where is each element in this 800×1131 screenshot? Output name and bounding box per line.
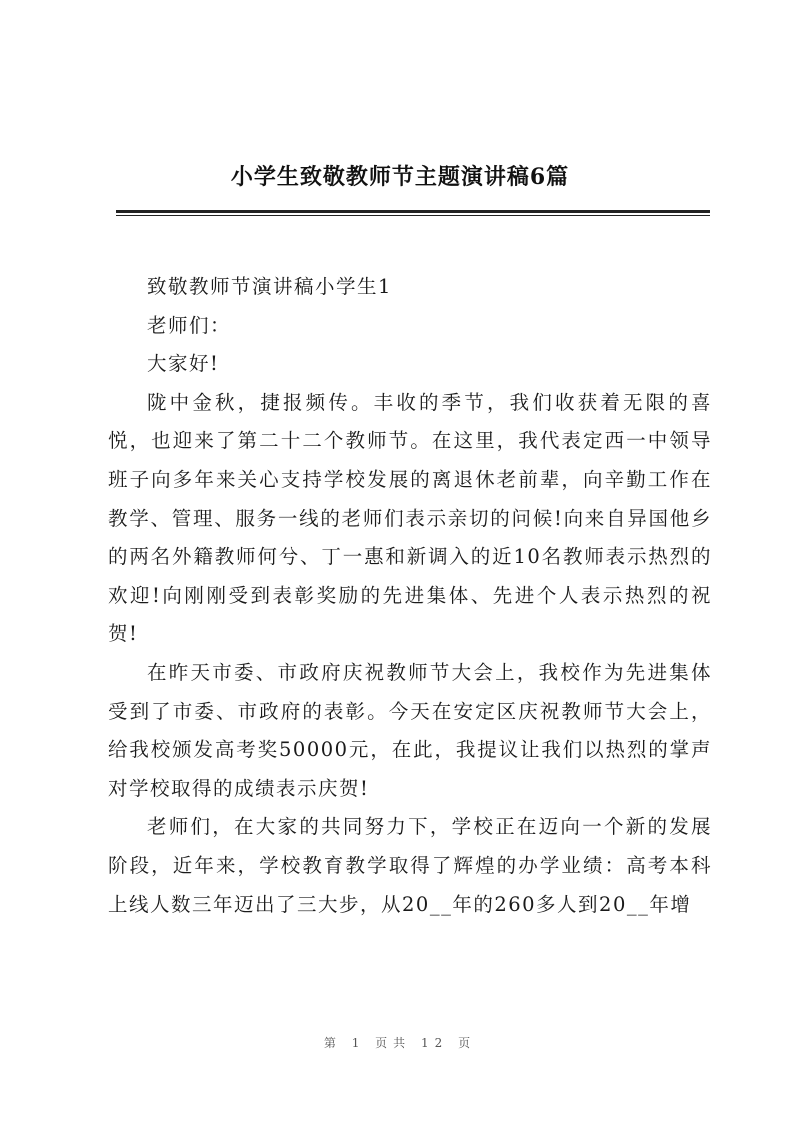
title-divider-thin [116,215,710,216]
paragraph-salutation: 老师们： [147,313,232,337]
paragraph-body: 老师们，在大家的共同努力下，学校正在迈向一个新的发展阶段，近年来，学校教育教学取得了辉煌的办学业绩：高考本科上线人数三年迈出了三大步，从20__年的260多人到20__年增 [108,815,712,916]
paragraph-body: 在昨天市委、市政府庆祝教师节大会上，我校作为先进集体受到了市委、市政府的表彰。今天在安定区庆祝教师节大会上，给我校颁发高考奖50000元，在此，我提议让我们以热烈的掌声对学校取得的成绩表示庆贺! [108,660,712,800]
page-number-footer: 第 1 页共 12 页 [323,1036,477,1050]
paragraph-body: 陇中金秋，捷报频传。丰收的季节，我们收获着无限的喜悦，也迎来了第二十二个教师节。在这里，我代表定西一中领导班子向多年来关心支持学校发展的离退休老前辈，向辛勤工作在教学、管理、服务一线的老师们表示亲切的问候!向来自异国他乡的两名外籍教师何兮、丁一惠和新调入的近10名教师表示热烈的欢迎!向刚刚受到表彰奖励的先进集体、先进个人表示热烈的祝贺! [108,390,712,646]
paragraph-greeting: 大家好! [147,352,220,376]
document-body [108,268,712,924]
title-divider [116,210,710,213]
document-title: 小学生致敬教师节主题演讲稿6篇 [230,164,570,190]
paragraph-subtitle: 致敬教师节演讲稿小学生1 [147,275,392,298]
